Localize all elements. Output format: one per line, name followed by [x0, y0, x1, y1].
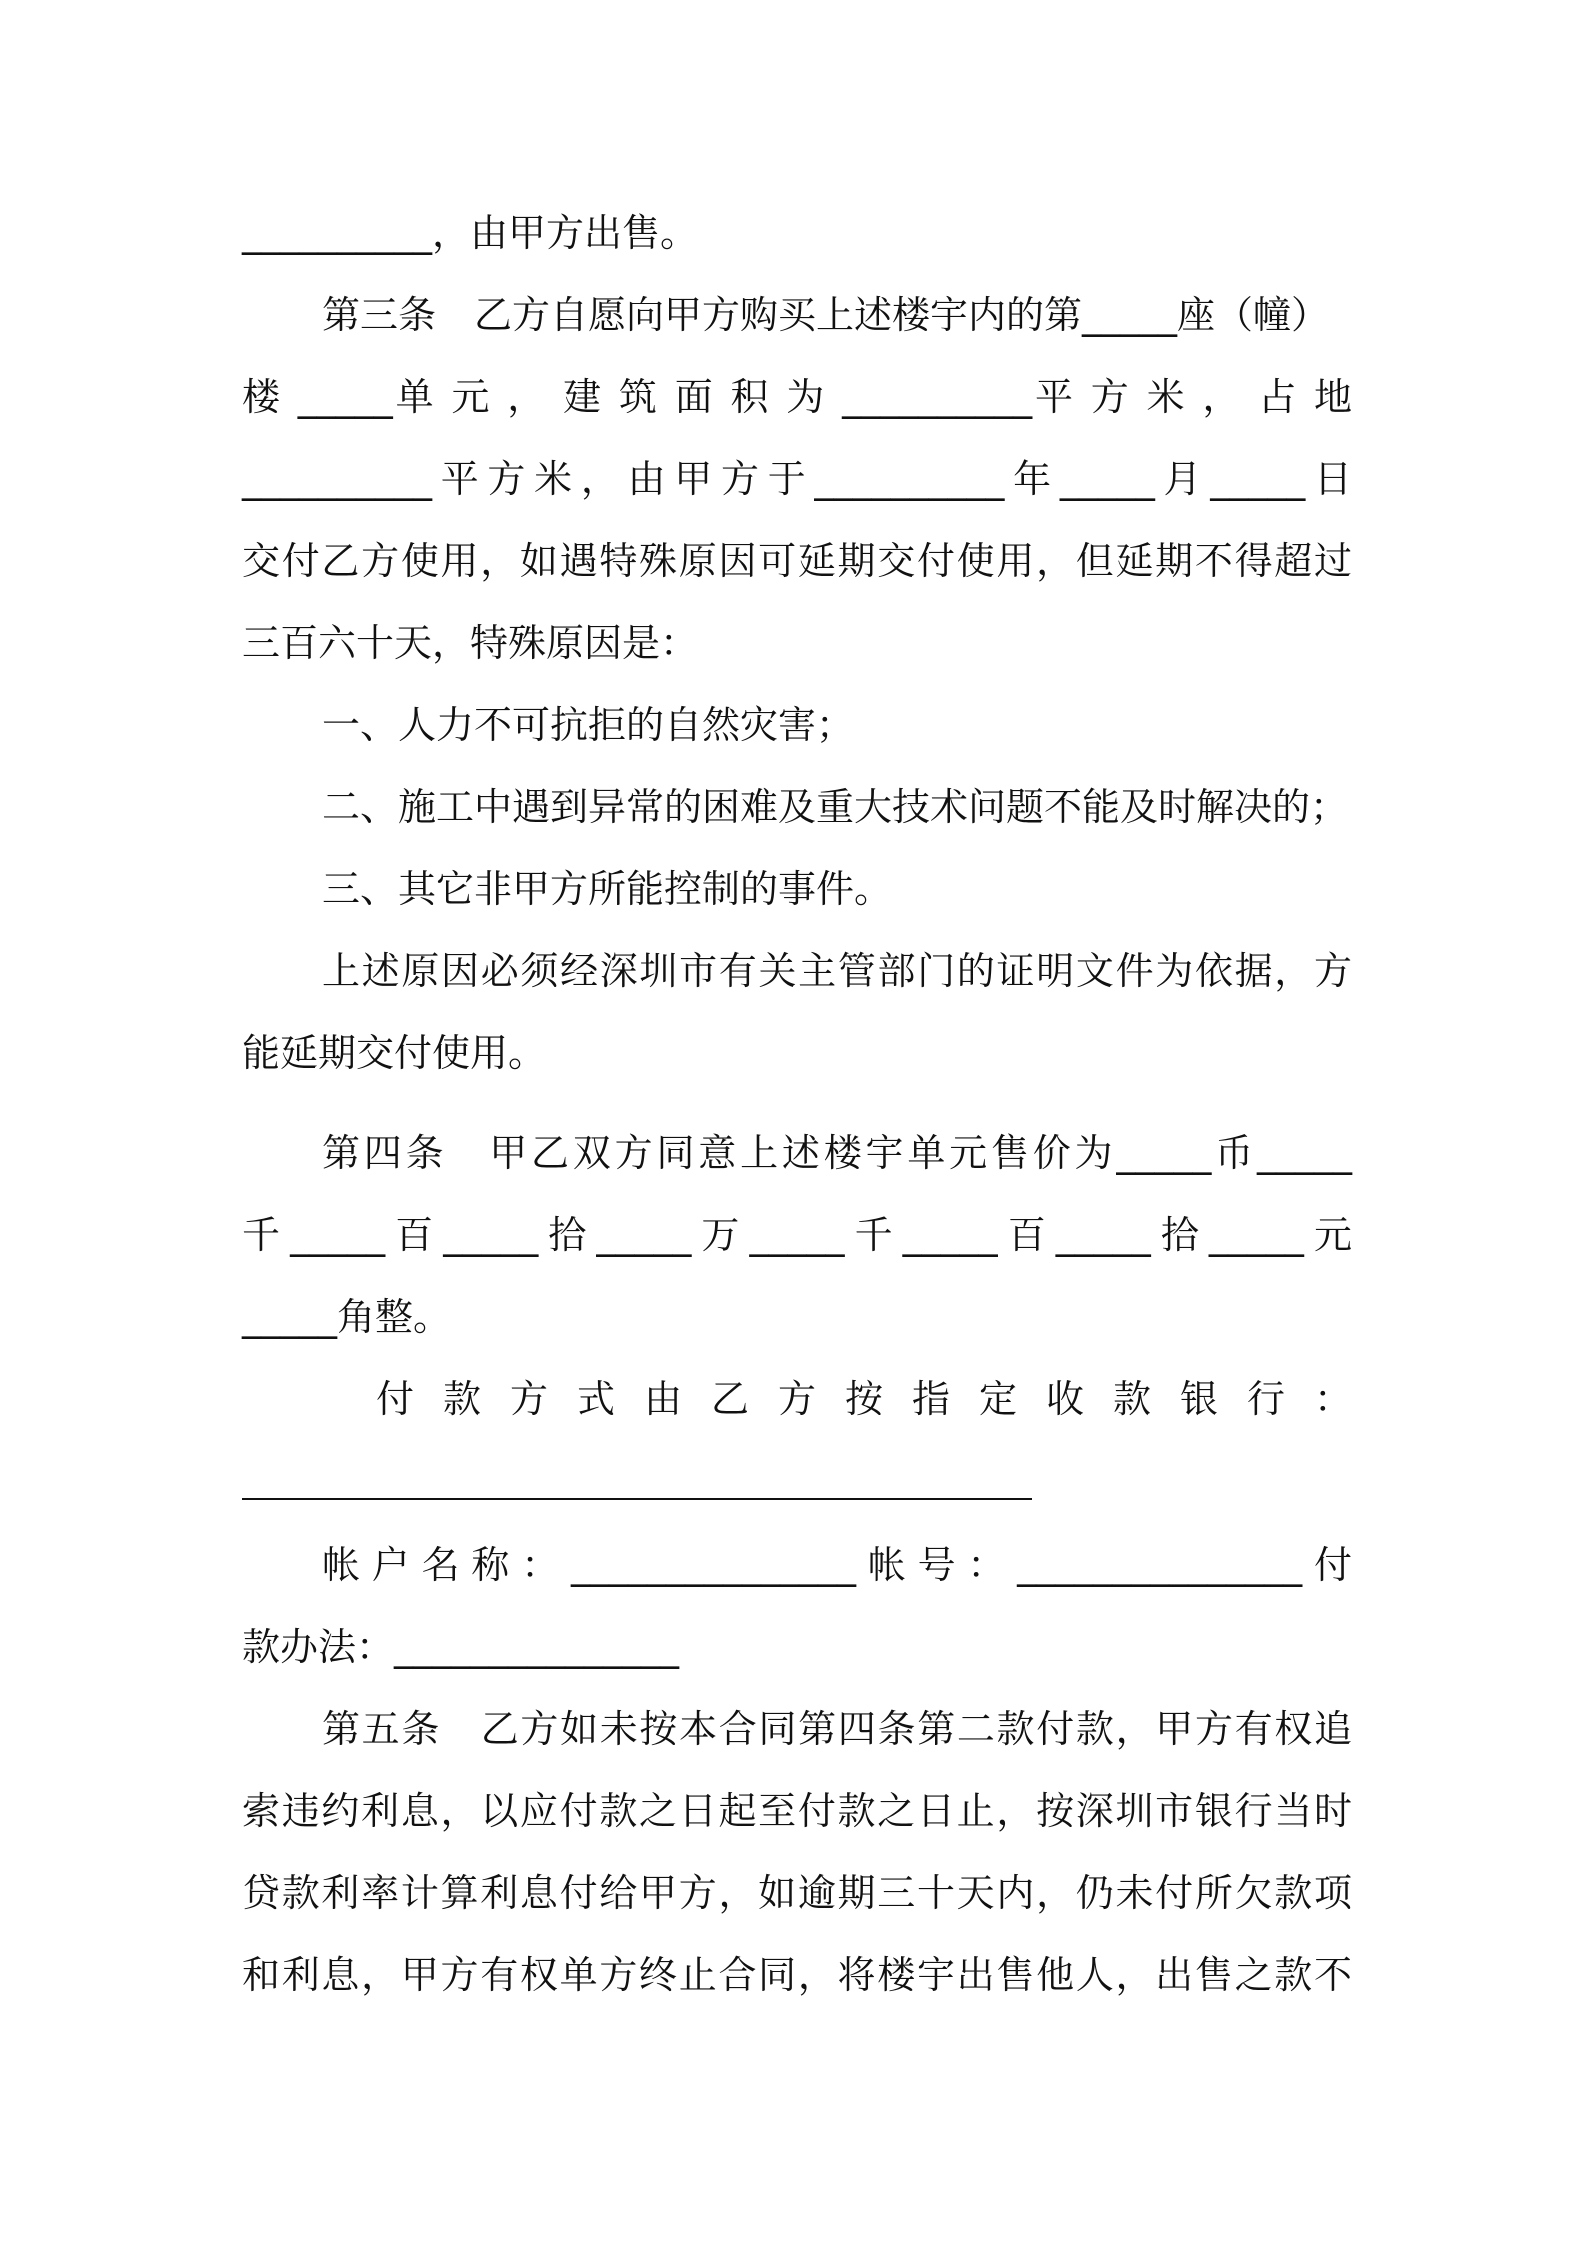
article-5-line-1: 第五条 乙方如未按本合同第四条第二款付款，甲方有权追 [322, 1707, 1352, 1751]
article-4-line-2: 千_____百_____拾_____万_____千_____百_____拾_____元 [242, 1213, 1352, 1257]
article-5-line-3: 贷款利率计算利息付给甲方，如逾期三十天内，仍未付所欠款项 [242, 1871, 1352, 1915]
evidence-line-1: 上述原因必须经深圳市有关主管部门的证明文件为依据，方 [322, 949, 1352, 993]
special-reason-3: 三、其它非甲方所能控制的事件。 [322, 867, 893, 911]
article-3-line-3: __________平方米，由甲方于__________年_____月_____日 [242, 457, 1352, 501]
article-3-line-1: 第三条 乙方自愿向甲方购买上述楼宇内的第_____座（幢） [322, 293, 1330, 337]
article-4-line-1: 第四条 甲乙双方同意上述楼宇单元售价为_____币_____ [322, 1131, 1352, 1175]
article-5-line-4: 和利息，甲方有权单方终止合同，将楼宇出售他人，出售之款不 [242, 1953, 1352, 1997]
account-line: 帐户名称：_______________帐号：_______________付 [322, 1543, 1352, 1587]
article-3-line-5: 三百六十天，特殊原因是： [242, 621, 699, 665]
article-3-line-4: 交付乙方使用，如遇特殊原因可延期交付使用，但延期不得超过 [242, 539, 1352, 583]
text-line-1: __________，由甲方出售。 [242, 211, 699, 255]
evidence-line-2: 能延期交付使用。 [242, 1031, 547, 1075]
article-4-line-3: _____角整。 [242, 1295, 452, 1339]
special-reason-2: 二、施工中遇到异常的困难及重大技术问题不能及时解决的； [322, 785, 1349, 829]
article-3-line-2: 楼 _____单 元 ， 建 筑 面 积 为 __________平 方 米 ， 占 地 [242, 375, 1352, 419]
payment-method-line: 付 款 方 式 由 乙 方 按 指 定 收 款 银 行 ： [376, 1377, 1352, 1421]
article-5-line-2: 索违约利息，以应付款之日起至付款之日止，按深圳市银行当时 [242, 1789, 1352, 1833]
payment-bank-blank [242, 1498, 1032, 1500]
payment-method-blank-line: 款办法：_______________ [242, 1625, 680, 1669]
special-reason-1: 一、人力不可抗拒的自然灾害； [322, 703, 855, 747]
